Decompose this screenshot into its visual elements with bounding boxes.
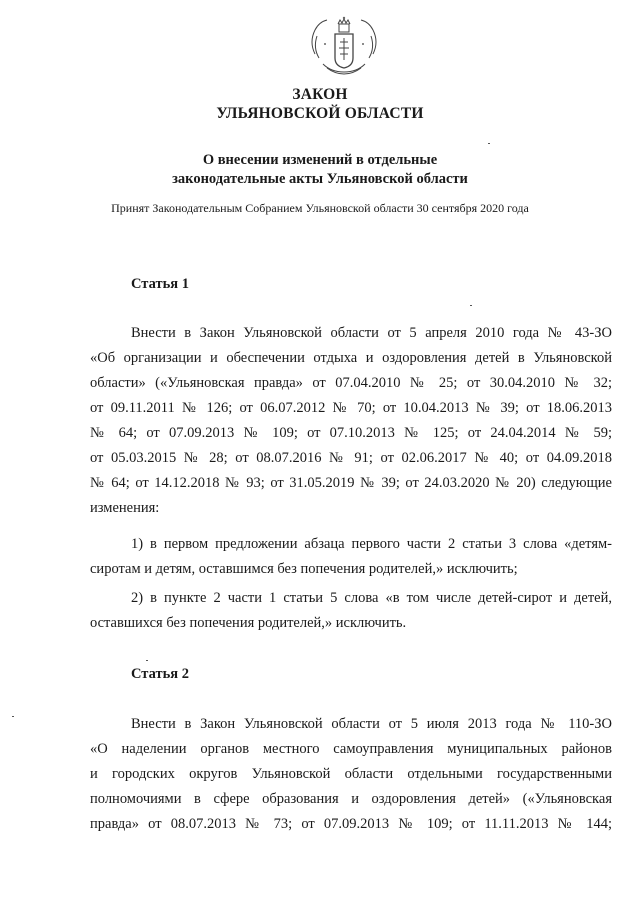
article-1-heading: Статья 1 bbox=[131, 276, 189, 292]
article-1-line: № 64; от 14.12.2018 № 93; от 31.05.2019 № 39; от 24.03.2020 № 20) следующие bbox=[90, 475, 612, 491]
scan-speck bbox=[488, 143, 490, 144]
scan-speck bbox=[470, 305, 472, 306]
law-subject-line-1: О внесении изменений в отдельные bbox=[202, 152, 438, 168]
coat-of-arms-emblem bbox=[305, 14, 383, 76]
article-1-line: № 64; от 07.09.2013 № 109; от 07.10.2013 № 125; от 24.04.2014 № 59; bbox=[90, 425, 612, 441]
article-1-item-2: 2) в пункте 2 части 1 статьи 5 слова «в том числе детей-сирот и детей, bbox=[131, 590, 612, 606]
article-2-line: полномочиями в сфере образования и оздоровления детей» («Ульяновская bbox=[90, 791, 612, 807]
article-2-line: Внести в Закон Ульяновской области от 5 июля 2013 года № 110-ЗО bbox=[131, 716, 612, 732]
scan-speck bbox=[146, 660, 148, 661]
article-2-line: «О наделении органов местного самоуправления муниципальных районов bbox=[90, 741, 612, 757]
law-title: ЗАКОН bbox=[292, 86, 348, 103]
article-1-line: изменения: bbox=[90, 500, 160, 516]
adoption-note: Принят Законодательным Собранием Ульяновской области 30 сентября 2020 года bbox=[111, 201, 529, 215]
article-2-heading: Статья 2 bbox=[131, 666, 189, 682]
scan-speck bbox=[12, 716, 14, 717]
article-1-line: от 09.11.2011 № 126; от 06.07.2012 № 70; от 10.04.2013 № 39; от 18.06.2013 bbox=[90, 400, 612, 416]
article-1-line: «Об организации и обеспечении отдыха и оздоровления детей в Ульяновской bbox=[90, 350, 612, 366]
article-1-item-1: 1) в первом предложении абзаца первого части 2 статьи 3 слова «детям- bbox=[131, 536, 612, 552]
article-1-line: от 05.03.2015 № 28; от 08.07.2016 № 91; от 02.06.2017 № 40; от 04.09.2018 bbox=[90, 450, 612, 466]
article-1-line: области» («Ульяновская правда» от 07.04.2010 № 25; от 30.04.2010 № 32; bbox=[90, 375, 612, 391]
article-2-line: и городских округов Ульяновской области отдельными государственными bbox=[90, 766, 612, 782]
law-subject-line-2: законодательные акты Ульяновской области bbox=[172, 171, 468, 187]
article-2-line: правда» от 08.07.2013 № 73; от 07.09.2013 № 109; от 11.11.2013 № 144; bbox=[90, 816, 612, 832]
article-1-item-2-cont: оставшихся без попечения родителей,» исключить. bbox=[90, 615, 407, 631]
article-1-item-1-cont: сиротам и детям, оставшимся без попечения родителей,» исключить; bbox=[90, 561, 518, 577]
law-region: УЛЬЯНОВСКОЙ ОБЛАСТИ bbox=[216, 105, 424, 122]
article-1-line: Внести в Закон Ульяновской области от 5 апреля 2010 года № 43-ЗО bbox=[131, 325, 612, 341]
